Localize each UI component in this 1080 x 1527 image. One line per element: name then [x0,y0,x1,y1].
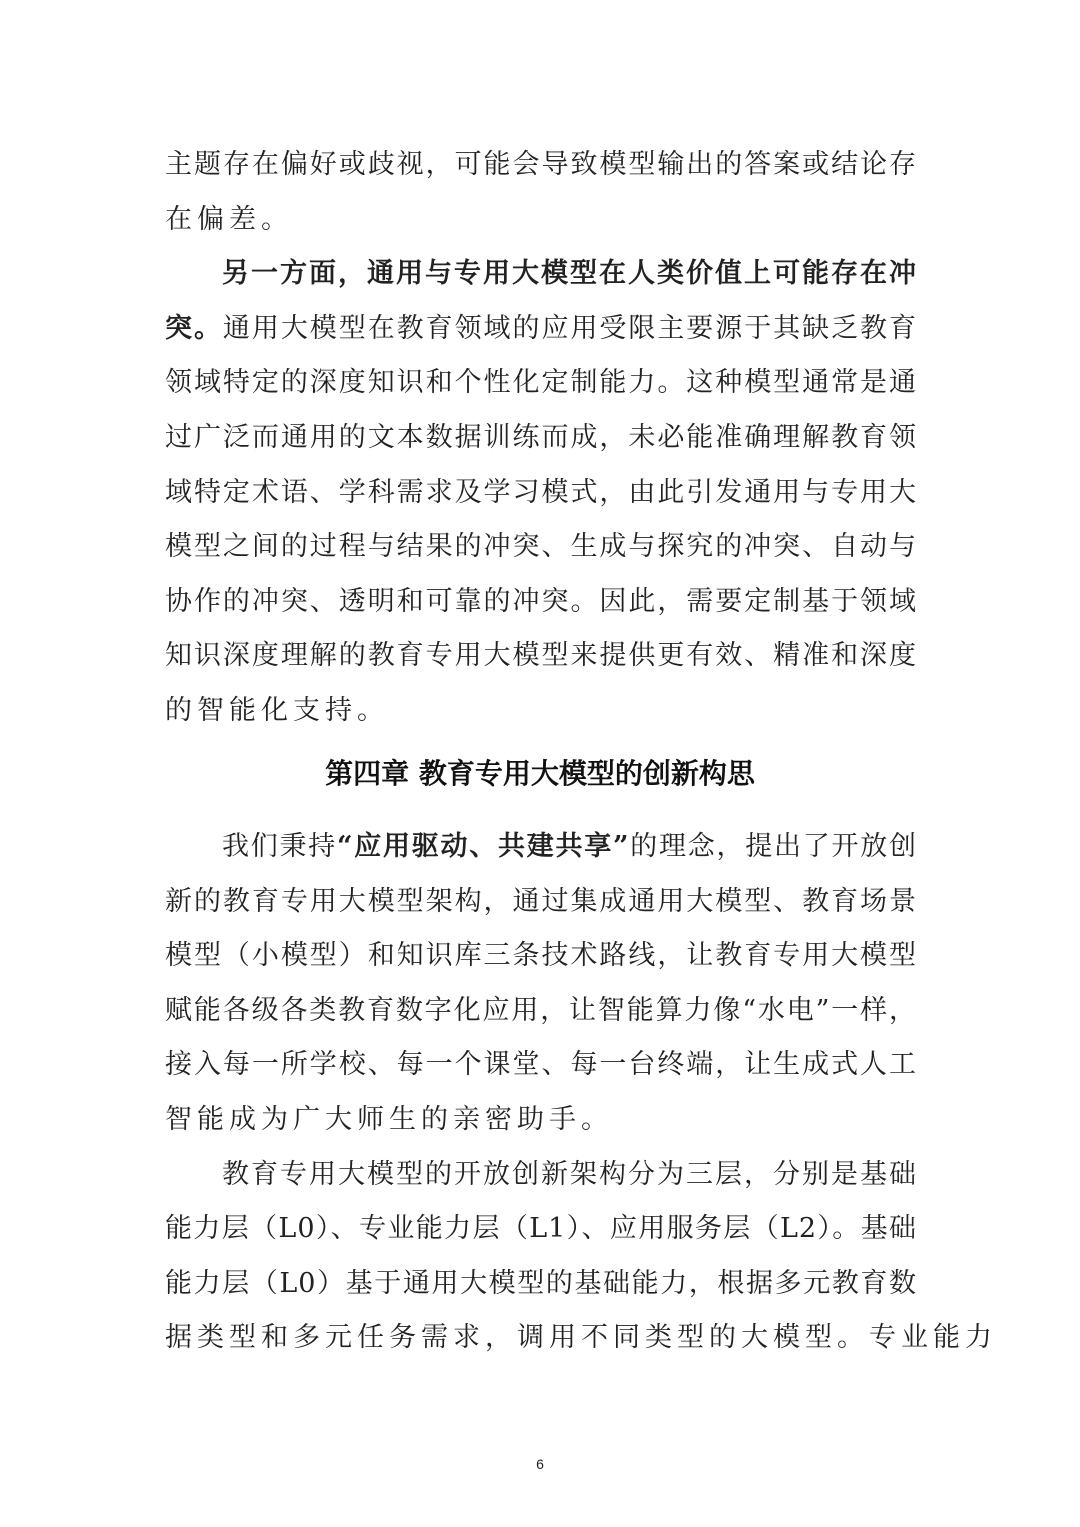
text-line [165,691,917,731]
text-line [222,1155,917,1195]
text-span: 通用大模型在教育领域的应用受限主要源于其缺乏教育 [222,312,918,344]
bold-text: 突。 [165,312,223,344]
text-line [165,473,917,513]
text-span: 主题存在偏好或歧视，可能会导致模型输出的答案或结论存 [165,149,917,180]
text-line [222,827,917,867]
bold-text: “应用驱动、共建共享” [337,831,630,862]
text-span: 新的教育专用大模型架构，通过集成通用大模型、教育场景 [165,885,917,917]
text-line [165,1264,917,1304]
text-span: 过广泛而通用的文本数据训练而成，未必能准确理解教育领 [165,422,917,453]
text-line [165,936,917,976]
text-line [165,636,917,676]
text-line [165,1100,917,1140]
text-line [165,145,917,185]
text-line [165,363,917,403]
text-line [165,882,917,922]
text-span: 能力层（L0）、专业能力层（L1）、应用服务层（L2）。基础 [165,1213,917,1245]
text-span: 接入每一所学校、每一个课堂、每一台终端，让生成式人工 [165,1049,917,1081]
text-span: 赋能各级各类教育数字化应用，让智能算力像“水电”一样， [165,994,917,1026]
text-span: 领域特定的深度知识和个性化定制能力。这种模型通常是通 [165,367,917,399]
bold-text: 另一方面，通用与专用大模型在人类价值上可能存在冲 [222,258,917,290]
text-line [165,1045,917,1085]
text-span: 在偏差。 [165,203,293,235]
text-line [165,991,917,1031]
text-line [165,1318,997,1358]
text-span: 能力层（L0）基于通用大模型的基础能力，根据多元教育数 [165,1267,917,1299]
text-span: 的理念，提出了开放创 [629,831,918,862]
text-span: 教育专用大模型的开放创新架构分为三层，分别是基础 [222,1158,917,1190]
text-line [165,582,917,622]
text-span: 协作的冲突、透明和可靠的冲突。因此，需要定制基于领域 [165,585,917,617]
text-span: 域特定术语、学科需求及学习模式，由此引发通用与专用大 [165,476,917,508]
text-span: 据类型和多元任务需求，调用不同类型的大模型。专业能力 [165,1322,997,1354]
page-number: 6 [536,1456,544,1472]
text-line [222,254,917,294]
text-line [165,418,917,458]
text-span: 的智能化支持。 [165,695,389,726]
text-span: 我们秉持 [222,831,337,862]
text-line [165,527,917,567]
text-line [165,200,917,240]
text-span: 模型（小模型）和知识库三条技术路线，让教育专用大模型 [165,940,917,972]
chapter-heading: 第四章 教育专用大模型的创新构思 [325,757,755,790]
text-line [165,1209,917,1249]
text-line [165,309,917,349]
text-span: 智能成为广大师生的亲密助手。 [165,1104,613,1135]
text-span: 知识深度理解的教育专用大模型来提供更有效、精准和深度 [165,640,917,672]
text-span: 模型之间的过程与结果的冲突、生成与探究的冲突、自动与 [165,531,917,563]
